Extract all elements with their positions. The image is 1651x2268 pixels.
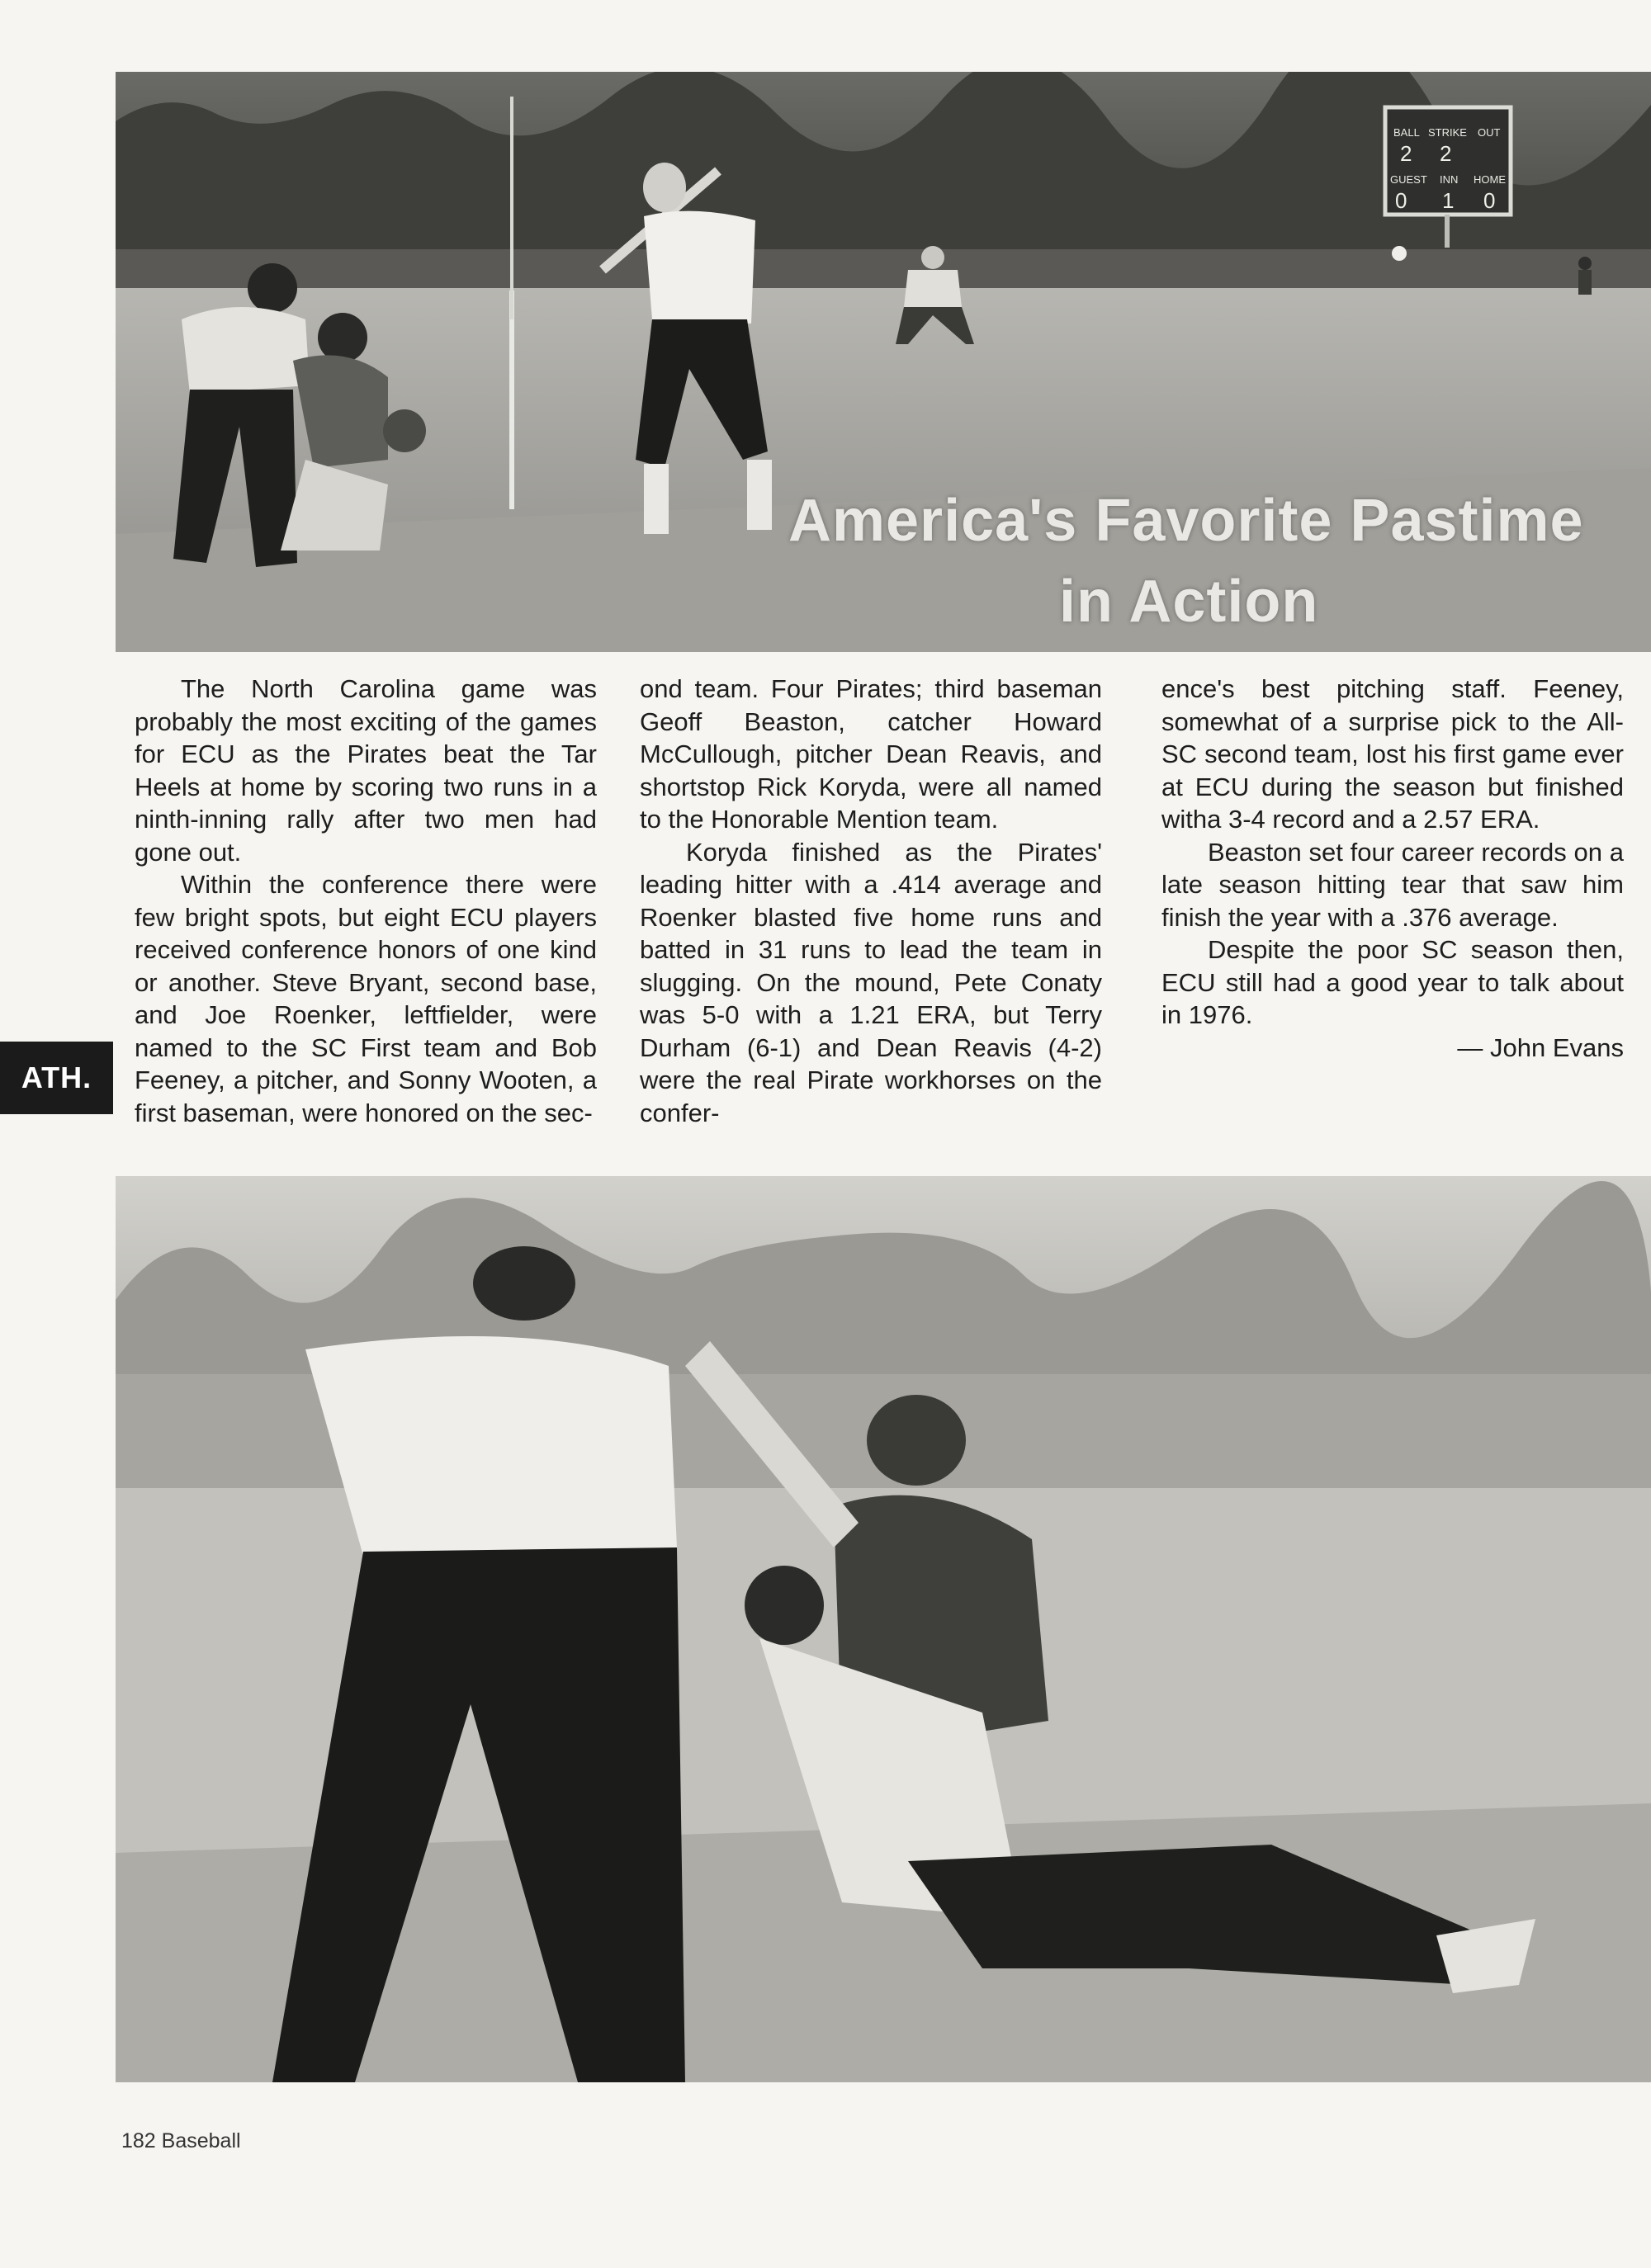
scoreboard-guest-label: GUEST [1390,173,1427,186]
photo-slide-at-home [116,1176,1651,2082]
scoreboard-out-label: OUT [1478,126,1501,139]
article-column-2 [640,673,1102,1129]
article-paragraph: Despite the poor SC season then, ECU still had a good year to talk about in 1976. [1161,935,1624,1029]
article-column-3 [1161,673,1624,1064]
page-folio: 182 Baseball [121,2129,241,2152]
scoreboard-ball-label: BALL [1393,126,1420,139]
baseball [1392,246,1407,261]
scoreboard-inn-value: 1 [1442,188,1455,213]
article-paragraph: Within the conference there were few bright spots, but eight ECU players received conference honors of one kind or another. Steve Bryant, second base, and Joe Roenker, leftfielder, were named to the SC First team and Bob Feeney, a pitcher, and Sonny Wooten, a first baseman, were honored on the sec- [135,870,597,1127]
distant-fielder [1578,257,1592,295]
headline-line-2: in Action [1059,569,1319,635]
article-column-1 [135,673,597,1129]
article-paragraph: ond team. Four Pirates; third baseman Geoff Beaston, catcher Howard McCullough, pitcher Dean Reavis, and shortstop Rick Koryda, were all named to the Honorable Mention team. [640,674,1102,834]
scoreboard-strike-value: 2 [1440,141,1452,166]
scoreboard-ball-value: 2 [1400,141,1412,166]
scoreboard-guest-value: 0 [1395,188,1407,213]
article-paragraph: Koryda finished as the Pirates' leading hitter with a .414 average and Roenker blasted five home runs and batted in 31 runs to lead the team in slugging. On the mound, Pete Conaty was 5-0 with a 1.21 ERA, but Terry Durham (6-1) and Dean Reavis (4-2) were the real Pirate workhorses on the confer- [640,837,1102,1127]
scoreboard-home-label: HOME [1474,173,1506,186]
article-paragraph: ence's best pitching staff. Feeney, somewhat of a surprise pick to the All-SC second team, lost his first game ever at ECU during the season but finished witha 3-4 record and a 2.57 ERA. [1161,674,1624,834]
outfield-fence [116,249,1651,291]
section-tab: ATH. [0,1042,113,1114]
scoreboard-strike-label: STRIKE [1428,126,1467,139]
photo-batter-at-plate [116,72,1651,652]
article-paragraph: The North Carolina game was probably the most exciting of the games for ECU as the Pirates beat the Tar Heels at home by scoring two runs in a ninth-inning rally after two men had gone out. [135,674,597,867]
scoreboard-inn-label: INN [1440,173,1459,186]
byline: — John Evans [1457,1032,1624,1062]
scoreboard-home-value: 0 [1483,188,1496,213]
headline-line-1: America's Favorite Pastime [788,488,1584,554]
article-paragraph: Beaston set four career records on a late season hitting tear that saw him finish the year with a .376 average. [1161,837,1624,932]
